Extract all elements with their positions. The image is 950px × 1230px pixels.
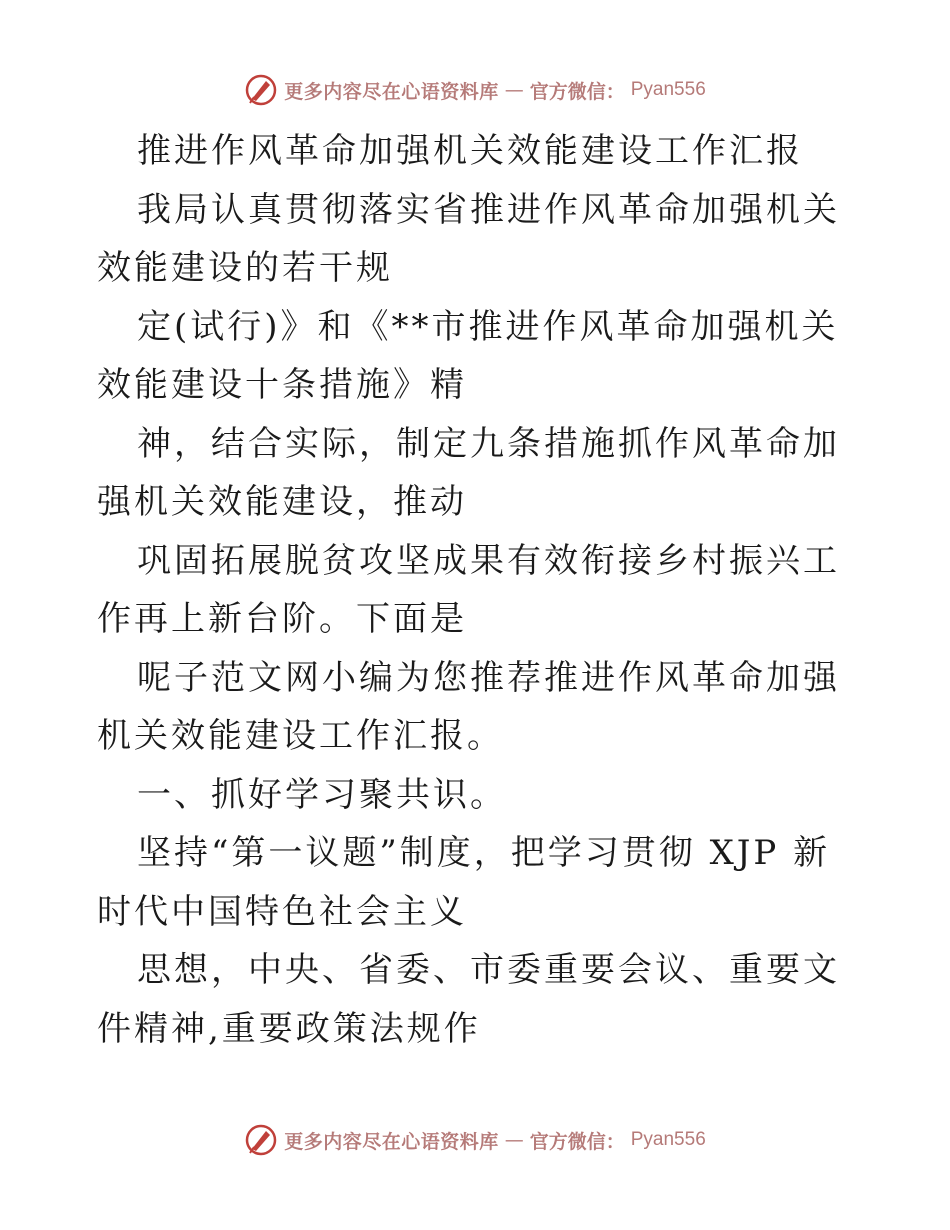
quill-logo-icon xyxy=(244,1123,278,1157)
header-dash: — xyxy=(504,79,524,101)
document-title: 推进作风革命加强机关效能建设工作汇报 xyxy=(137,131,803,171)
header-watermark xyxy=(0,70,950,110)
header-wechat-id: Pyan556 xyxy=(630,79,706,100)
paragraph: 定(试行)》和《**市推进作风革命加强机关效能建设十条措施》精 xyxy=(97,306,839,405)
document-body xyxy=(97,122,857,1058)
paragraph: 巩固拓展脱贫攻坚成果有效衔接乡村振兴工作再上新台阶。下面是 xyxy=(97,540,840,639)
paragraph: 思想，中央、省委、市委重要会议、重要文件精神,重要政策法规作 xyxy=(97,950,840,1049)
paragraph: 呢子范文网小编为您推荐推进作风革命加强机关效能建设工作汇报。 xyxy=(97,657,840,756)
footer-watermark xyxy=(0,1120,950,1160)
header-site-text: 更多内容尽在心语资料库 xyxy=(284,80,499,103)
footer-wechat-id: Pyan556 xyxy=(630,1129,706,1150)
paragraph: 坚持“第一议题”制度，把学习贯彻 XJP 新时代中国特色社会主义 xyxy=(97,833,831,932)
paragraph: 神，结合实际，制定九条措施抓作风革命加强机关效能建设，推动 xyxy=(97,423,840,522)
paragraph: 我局认真贯彻落实省推进作风革命加强机关效能建设的若干规 xyxy=(97,189,840,288)
footer-site-text: 更多内容尽在心语资料库 xyxy=(284,1130,499,1153)
header-official-label: 官方微信： xyxy=(529,80,625,103)
footer-official-label: 官方微信： xyxy=(529,1130,625,1153)
footer-dash: — xyxy=(504,1129,524,1151)
section-heading: 一、抓好学习聚共识。 xyxy=(137,774,507,815)
quill-logo-icon xyxy=(244,73,278,107)
